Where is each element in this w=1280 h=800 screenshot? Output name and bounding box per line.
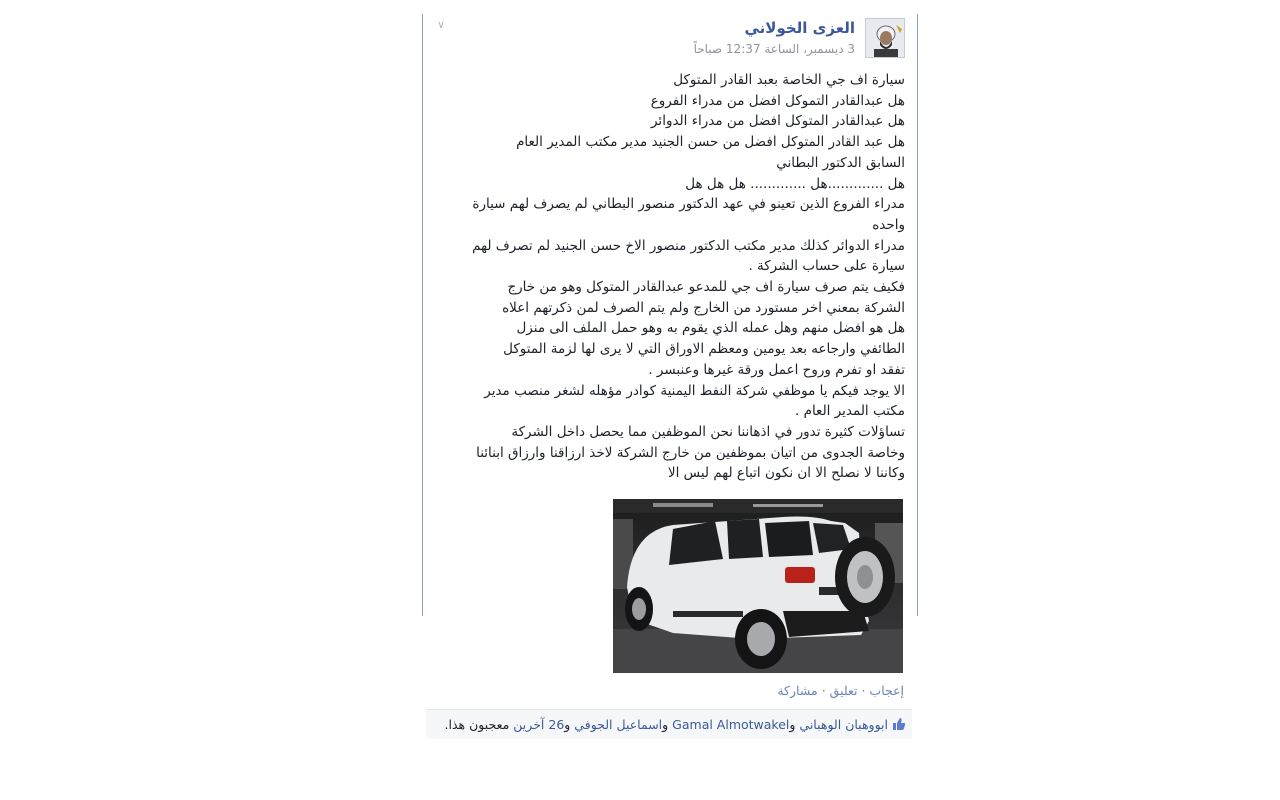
post-line: السابق الدكتور البطاني	[776, 154, 905, 171]
post-line: سيارة اف جي الخاصة بعبد القادر المتوكل	[673, 72, 905, 88]
author-name[interactable]: العزى الخولاني	[744, 19, 855, 37]
liker-name[interactable]: ابووهبان الوهباني	[799, 717, 888, 732]
post-line: وكاننا لا نصلح الا ان نكون اتباع لهم ليس الا	[667, 465, 905, 482]
likes-others-link[interactable]: 26 آخرين	[513, 717, 565, 732]
post-line: الطائفي وارجاعه بعد يومين ومعظم الاوراق التي لا يرى لها لزمة المتوكل	[503, 341, 905, 358]
post-line: هل عبدالقادر التموكل افضل من مدراء الفروع	[650, 92, 905, 109]
post-line: الا يوجد فيكم يا موظفي شركة النفط اليمنية كوادر مؤهله لشغر منصب مدير	[484, 382, 905, 399]
post-line: تساؤلات كثيرة تدور في اذهاننا نحن الموظفين مما يحصل داخل الشركة	[511, 423, 905, 440]
action-separator: ·	[817, 683, 830, 698]
post-line: واحده	[872, 216, 905, 233]
share-link[interactable]: مشاركة	[777, 683, 818, 698]
action-separator: ·	[857, 683, 870, 698]
post-timestamp[interactable]: 3 ديسمبر، الساعة 12:37 صباحاً	[693, 42, 855, 56]
post-line: مدراء الفروع الذين تعينو في عهد الدكتور منصور البطاني لم يصرف لهم سيارة	[472, 196, 905, 213]
post-line: فكيف يتم صرف سيارة اف جي للمدعو عبدالقادر المتوكل وهو من خارج	[507, 279, 905, 296]
post-photo[interactable]	[613, 499, 903, 673]
thumbs-up-icon	[892, 717, 906, 731]
post-line: سيارة على حساب الشركة .	[748, 258, 905, 275]
likes-summary	[445, 717, 906, 732]
liker-name[interactable]: اسماعيل الجوفي	[574, 717, 663, 732]
post-actions	[777, 683, 904, 698]
likes-conjunction: و	[662, 717, 673, 732]
likes-bar	[426, 709, 912, 739]
post-line: هل عبدالقادر المتوكل افضل من مدراء الدوائر	[650, 113, 905, 130]
post-line: هل عبد القادر المتوكل افضل من حسن الجنيد مدير مكتب المدير العام	[516, 134, 905, 151]
post-body	[431, 70, 905, 484]
like-link[interactable]: إعجاب	[869, 683, 904, 698]
post-line: هل هو افضل منهم وهل عمله الذي يقوم به وهو حمل الملف الى منزل	[516, 320, 905, 337]
post-line: هل .............هل ............. هل هل هل	[685, 175, 905, 192]
post-line: وخاصة الجدوى من اتيان بموظفين من خارج الشركة لاخذ ارزاقنا وارزاق ابنائنا	[476, 444, 905, 461]
post-line: تفقد او تفرم وروح اعمل ورقة غيرها وعنبسر .	[648, 361, 905, 378]
avatar[interactable]	[865, 18, 905, 58]
likes-conjunction: و	[564, 717, 575, 732]
comment-link[interactable]: تعليق	[829, 683, 858, 698]
post-line: مدراء الدوائر كذلك مدير مكتب الدكتور منصور الاخ حسن الجنيد لم تصرف لهم	[472, 237, 905, 254]
liker-name[interactable]: Gamal Almotwakel	[672, 717, 790, 732]
likes-conjunction: و	[789, 717, 800, 732]
likes-suffix: معجبون هذا.	[444, 717, 514, 732]
post-line: الشركة بمعني اخر مستورد من الخارج ولم يتم الصرف لمن ذكرتهم اعلاه	[502, 299, 905, 316]
post-line: مكتب المدير العام .	[795, 403, 905, 420]
chevron-down-icon[interactable]: ∨	[436, 18, 446, 31]
